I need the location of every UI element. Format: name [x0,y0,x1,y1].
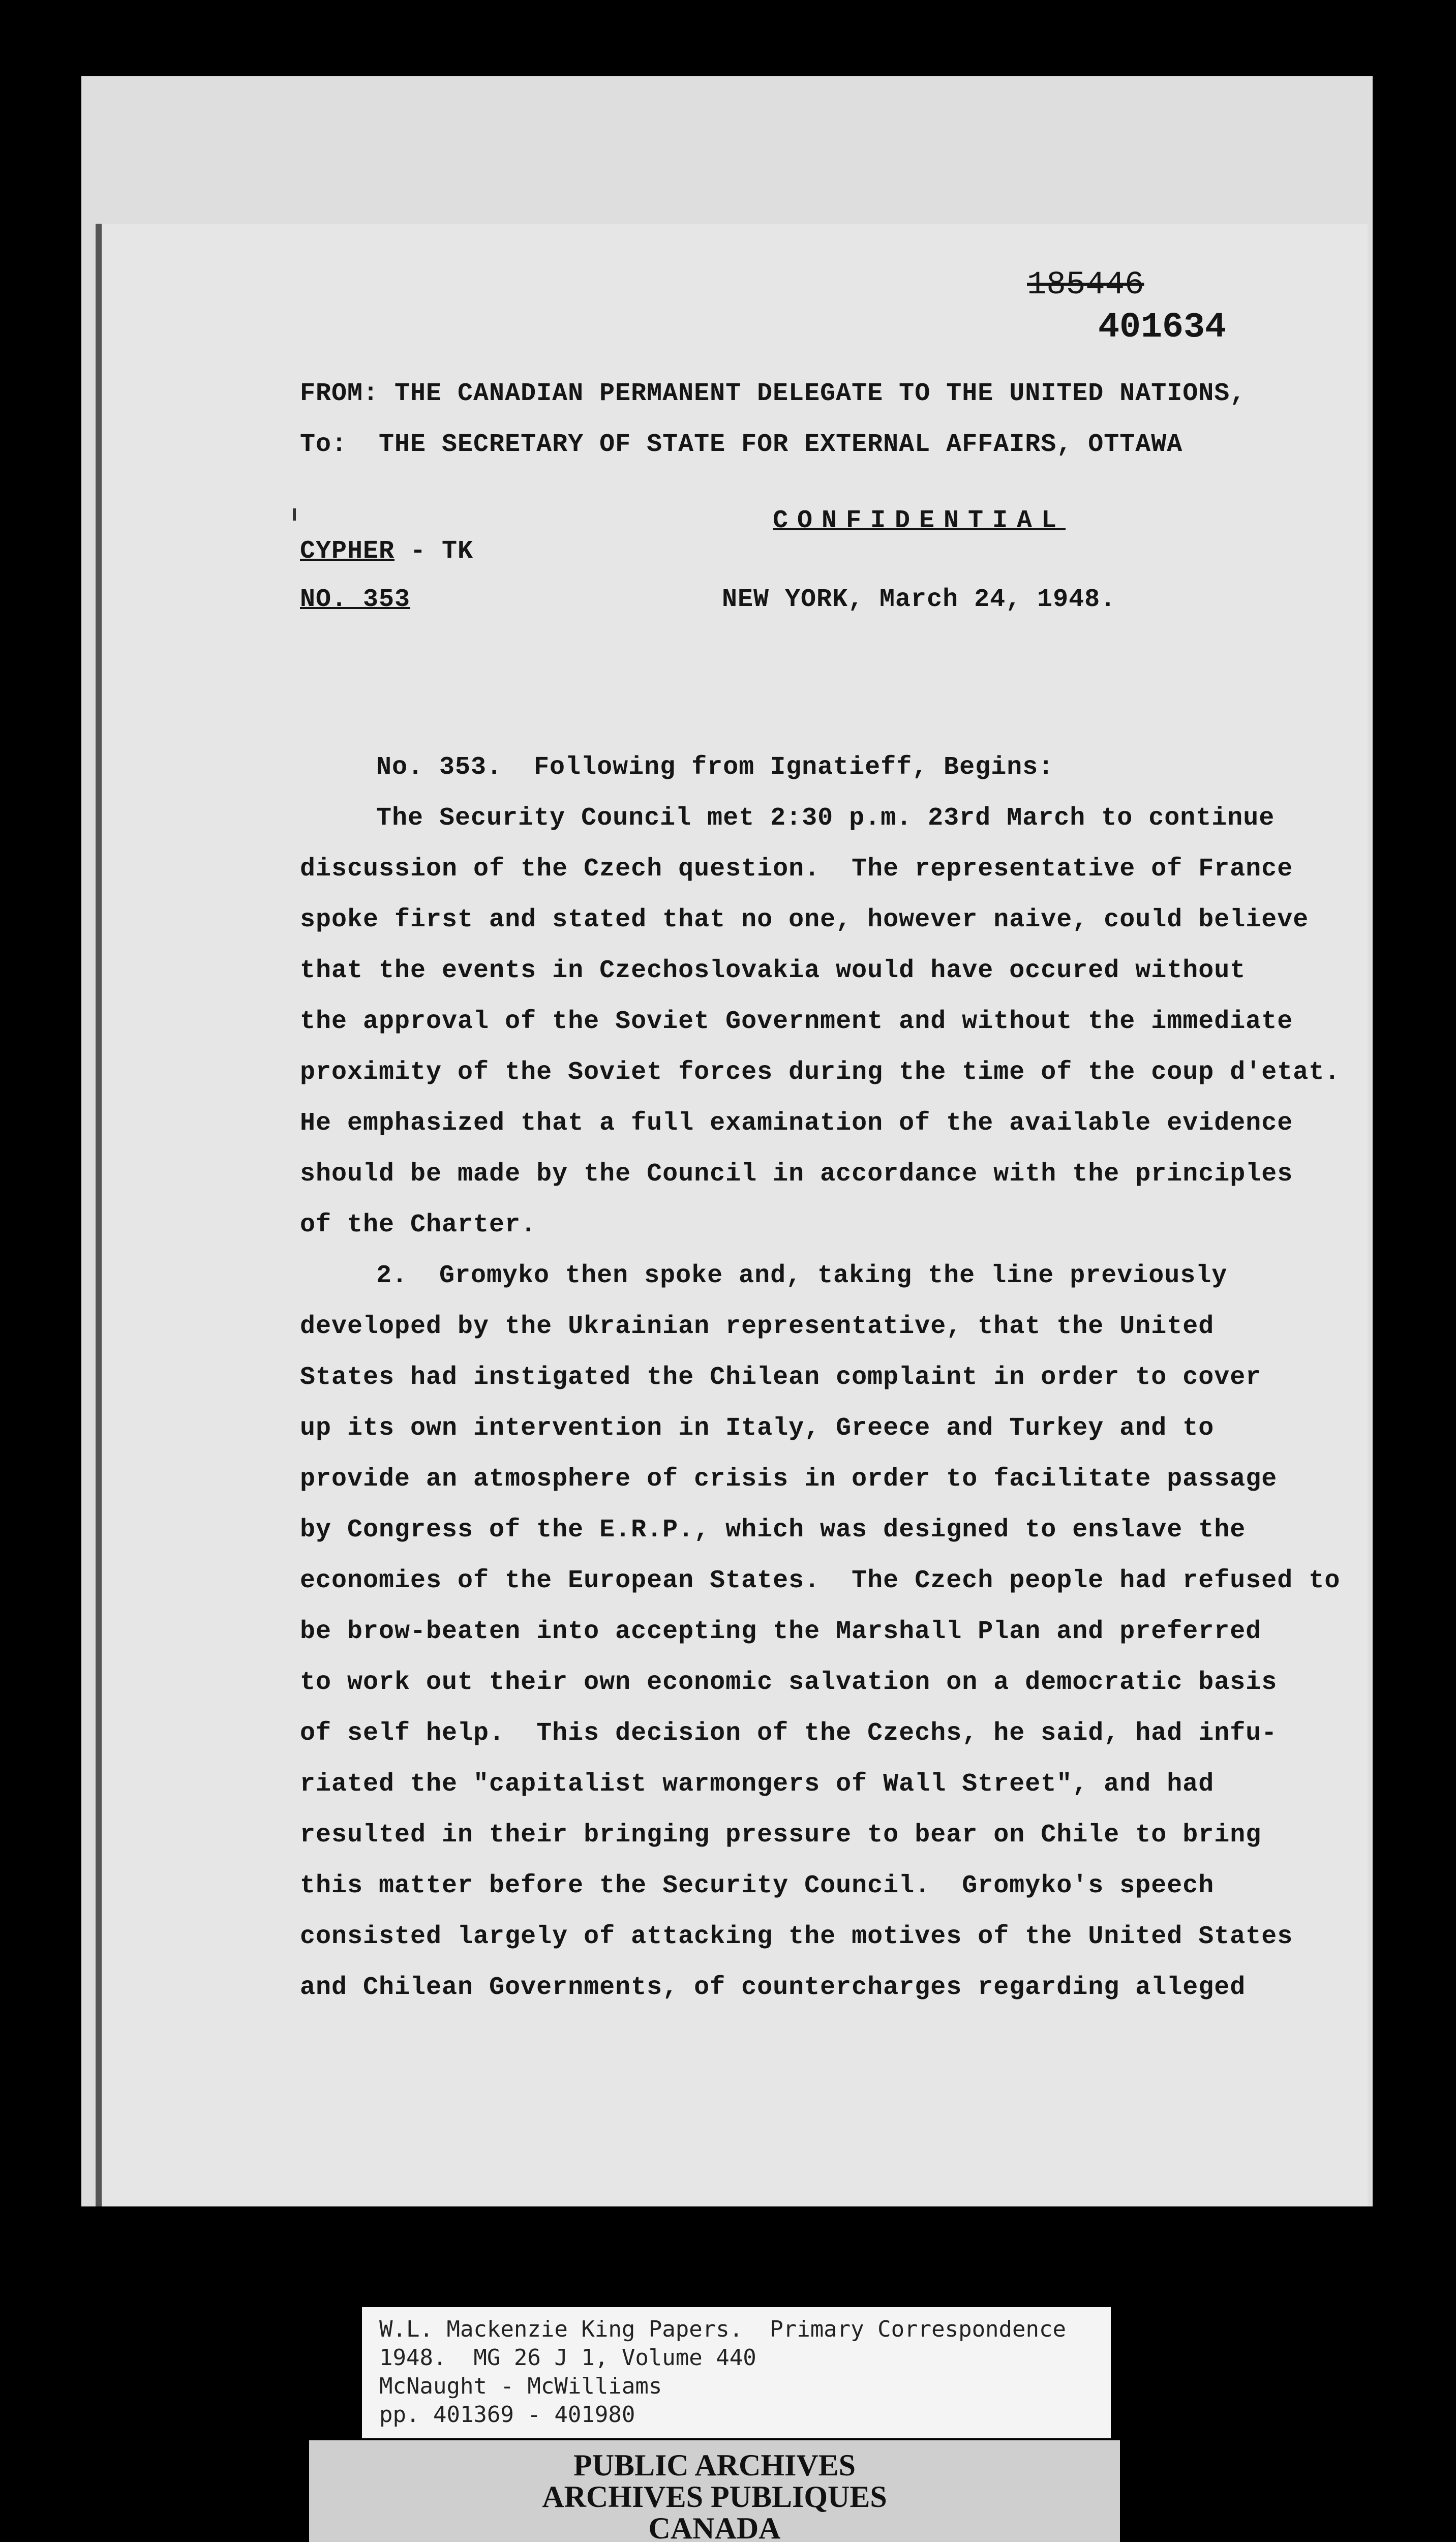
body-line: spoke first and stated that no one, however naive, could believe [300,905,1309,934]
public-archives-stamp [309,2440,1120,2542]
body-line: States had instigated the Chilean complaint in order to cover [300,1363,1262,1392]
cypher-label: CYPHER [300,537,395,566]
archive-label-line: W.L. Mackenzie King Papers. Primary Correspondence [379,2316,1067,2342]
archive-stamp-line: CANADA [648,2511,781,2542]
body-line: by Congress of the E.R.P., which was designed to enslave the [300,1516,1246,1545]
body-line: The Security Council met 2:30 p.m. 23rd March to continue [376,804,1275,833]
body-line: and Chilean Governments, of countercharges regarding alleged [300,1973,1246,2002]
body-line: 2. Gromyko then spoke and, taking the line previously [376,1261,1228,1290]
body-line: No. 353. Following from Ignatieff, Begins: [376,753,1054,782]
archive-label-line: 1948. MG 26 J 1, Volume 440 [379,2345,756,2371]
archive-stamp-line: PUBLIC ARCHIVES [573,2448,856,2482]
archive-label-line: McNaught - McWilliams [379,2373,662,2399]
ink-mark-icon [290,508,300,524]
place-date: NEW YORK, March 24, 1948. [722,585,1116,614]
from-line: FROM: THE CANADIAN PERMANENT DELEGATE TO THE UNITED NATIONS, [300,379,1246,408]
body-line: the approval of the Soviet Government and without the immediate [300,1007,1293,1036]
body-line: of self help. This decision of the Czechs, he said, had infu- [300,1719,1278,1748]
body-line: to work out their own economic salvation on a democratic basis [300,1668,1278,1697]
body-line: resulted in their bringing pressure to bear on Chile to bring [300,1821,1262,1850]
body-line: discussion of the Czech question. The representative of France [300,855,1293,884]
body-line: this matter before the Security Council. Gromyko's speech [300,1871,1215,1900]
body-line: of the Charter. [300,1211,537,1239]
telegram-page [102,224,1368,2206]
body-line: should be made by the Council in accordance with the principles [300,1160,1293,1189]
archive-label-line: pp. 401369 - 401980 [379,2402,635,2428]
body-line: developed by the Ukrainian representative, that the United [300,1312,1215,1341]
body-line: that the events in Czechoslovakia would have occured without [300,956,1246,985]
archive-stamp-line: ARCHIVES PUBLIQUES [542,2480,887,2514]
body-line: consisted largely of attacking the motives of the United States [300,1922,1293,1951]
classification-heading: CONFIDENTIAL [773,506,1066,535]
body-line: riated the "capitalist warmongers of Wall Street", and had [300,1770,1215,1799]
archive-label-card [362,2307,1111,2438]
body-line: He emphasized that a full examination of the available evidence [300,1109,1293,1138]
cypher-line [300,536,473,567]
to-line: To: THE SECRETARY OF STATE FOR EXTERNAL AFFAIRS, OTTAWA [300,430,1183,459]
body-line: be brow-beaten into accepting the Marshall Plan and preferred [300,1617,1262,1646]
message-number: NO. 353 [300,585,411,614]
body-line: proximity of the Soviet forces during the time of the coup d'etat. [300,1058,1341,1087]
body-line: economies of the European States. The Czech people had refused to [300,1566,1341,1595]
old-reference-number: 185446 [1027,267,1144,304]
body-line: up its own intervention in Italy, Greece and Turkey and to [300,1414,1215,1443]
cypher-suffix: - TK [395,537,474,566]
body-line: provide an atmosphere of crisis in order to facilitate passage [300,1465,1278,1494]
reference-number: 401634 [1098,308,1227,348]
